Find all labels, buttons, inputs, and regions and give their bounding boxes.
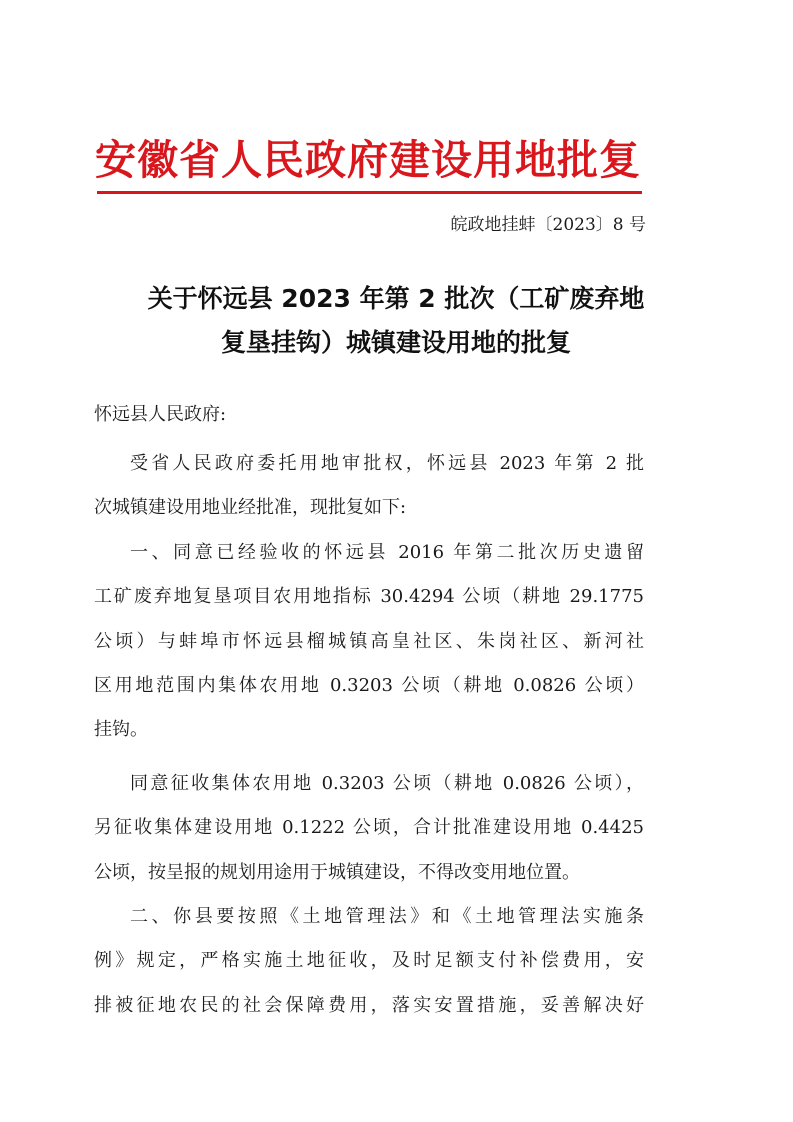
- paragraph-1-line-1: 受省人民政府委托用地审批权，怀远县 2023 年第 2 批: [130, 453, 644, 474]
- main-title-line-2: 复垦挂钩）城镇建设用地的批复: [220, 328, 571, 357]
- addressee: 怀远县人民政府:: [94, 404, 227, 425]
- body-text: [94, 442, 644, 1028]
- paragraph-4-line-3: 排被征地农民的社会保障费用，落实安置措施，妥善解决好: [94, 994, 644, 1016]
- paragraph-2-line-2: 工矿废弃地复垦项目农用地指标 30.4294 公顷（耕地 29.1775: [94, 586, 644, 608]
- paragraph-4-line-1: 二、你县要按照《土地管理法》和《土地管理法实施条: [130, 906, 644, 928]
- document-header-title: 安徽省人民政府建设用地批复: [95, 136, 641, 184]
- document-number: 皖政地挂蚌〔2023〕8 号: [450, 215, 646, 235]
- header-red-rule: [97, 191, 642, 194]
- paragraph-3-line-1: 同意征收集体农用地 0.3203 公顷（耕地 0.0826 公顷），: [130, 772, 644, 794]
- paragraph-3-line-3: 公顷，按呈报的规划用途用于城镇建设，不得改变用地位置。: [94, 861, 580, 883]
- paragraph-1-line-2: 次城镇建设用地业经批准，现批复如下:: [94, 497, 407, 519]
- paragraph-3-line-2: 另征收集体建设用地 0.1222 公顷，合计批准建设用地 0.4425: [94, 817, 644, 839]
- paragraph-2-line-4: 区用地范围内集体农用地 0.3203 公顷（耕地 0.0826 公顷）: [94, 675, 644, 697]
- paragraph-2-line-1: 一、同意已经验收的怀远县 2016 年第二批次历史遗留: [130, 541, 644, 563]
- paragraph-4-line-2: 例》规定，严格实施土地征收，及时足额支付补偿费用，安: [94, 950, 644, 972]
- paragraph-2-line-5: 挂钩。: [94, 719, 148, 741]
- paragraph-2-line-3: 公顷）与蚌埠市怀远县榴城镇高皇社区、朱岗社区、新河社: [94, 630, 644, 652]
- main-title-line-1: 关于怀远县 2023 年第 2 批次（工矿废弃地: [147, 284, 645, 313]
- main-title: [80, 277, 712, 365]
